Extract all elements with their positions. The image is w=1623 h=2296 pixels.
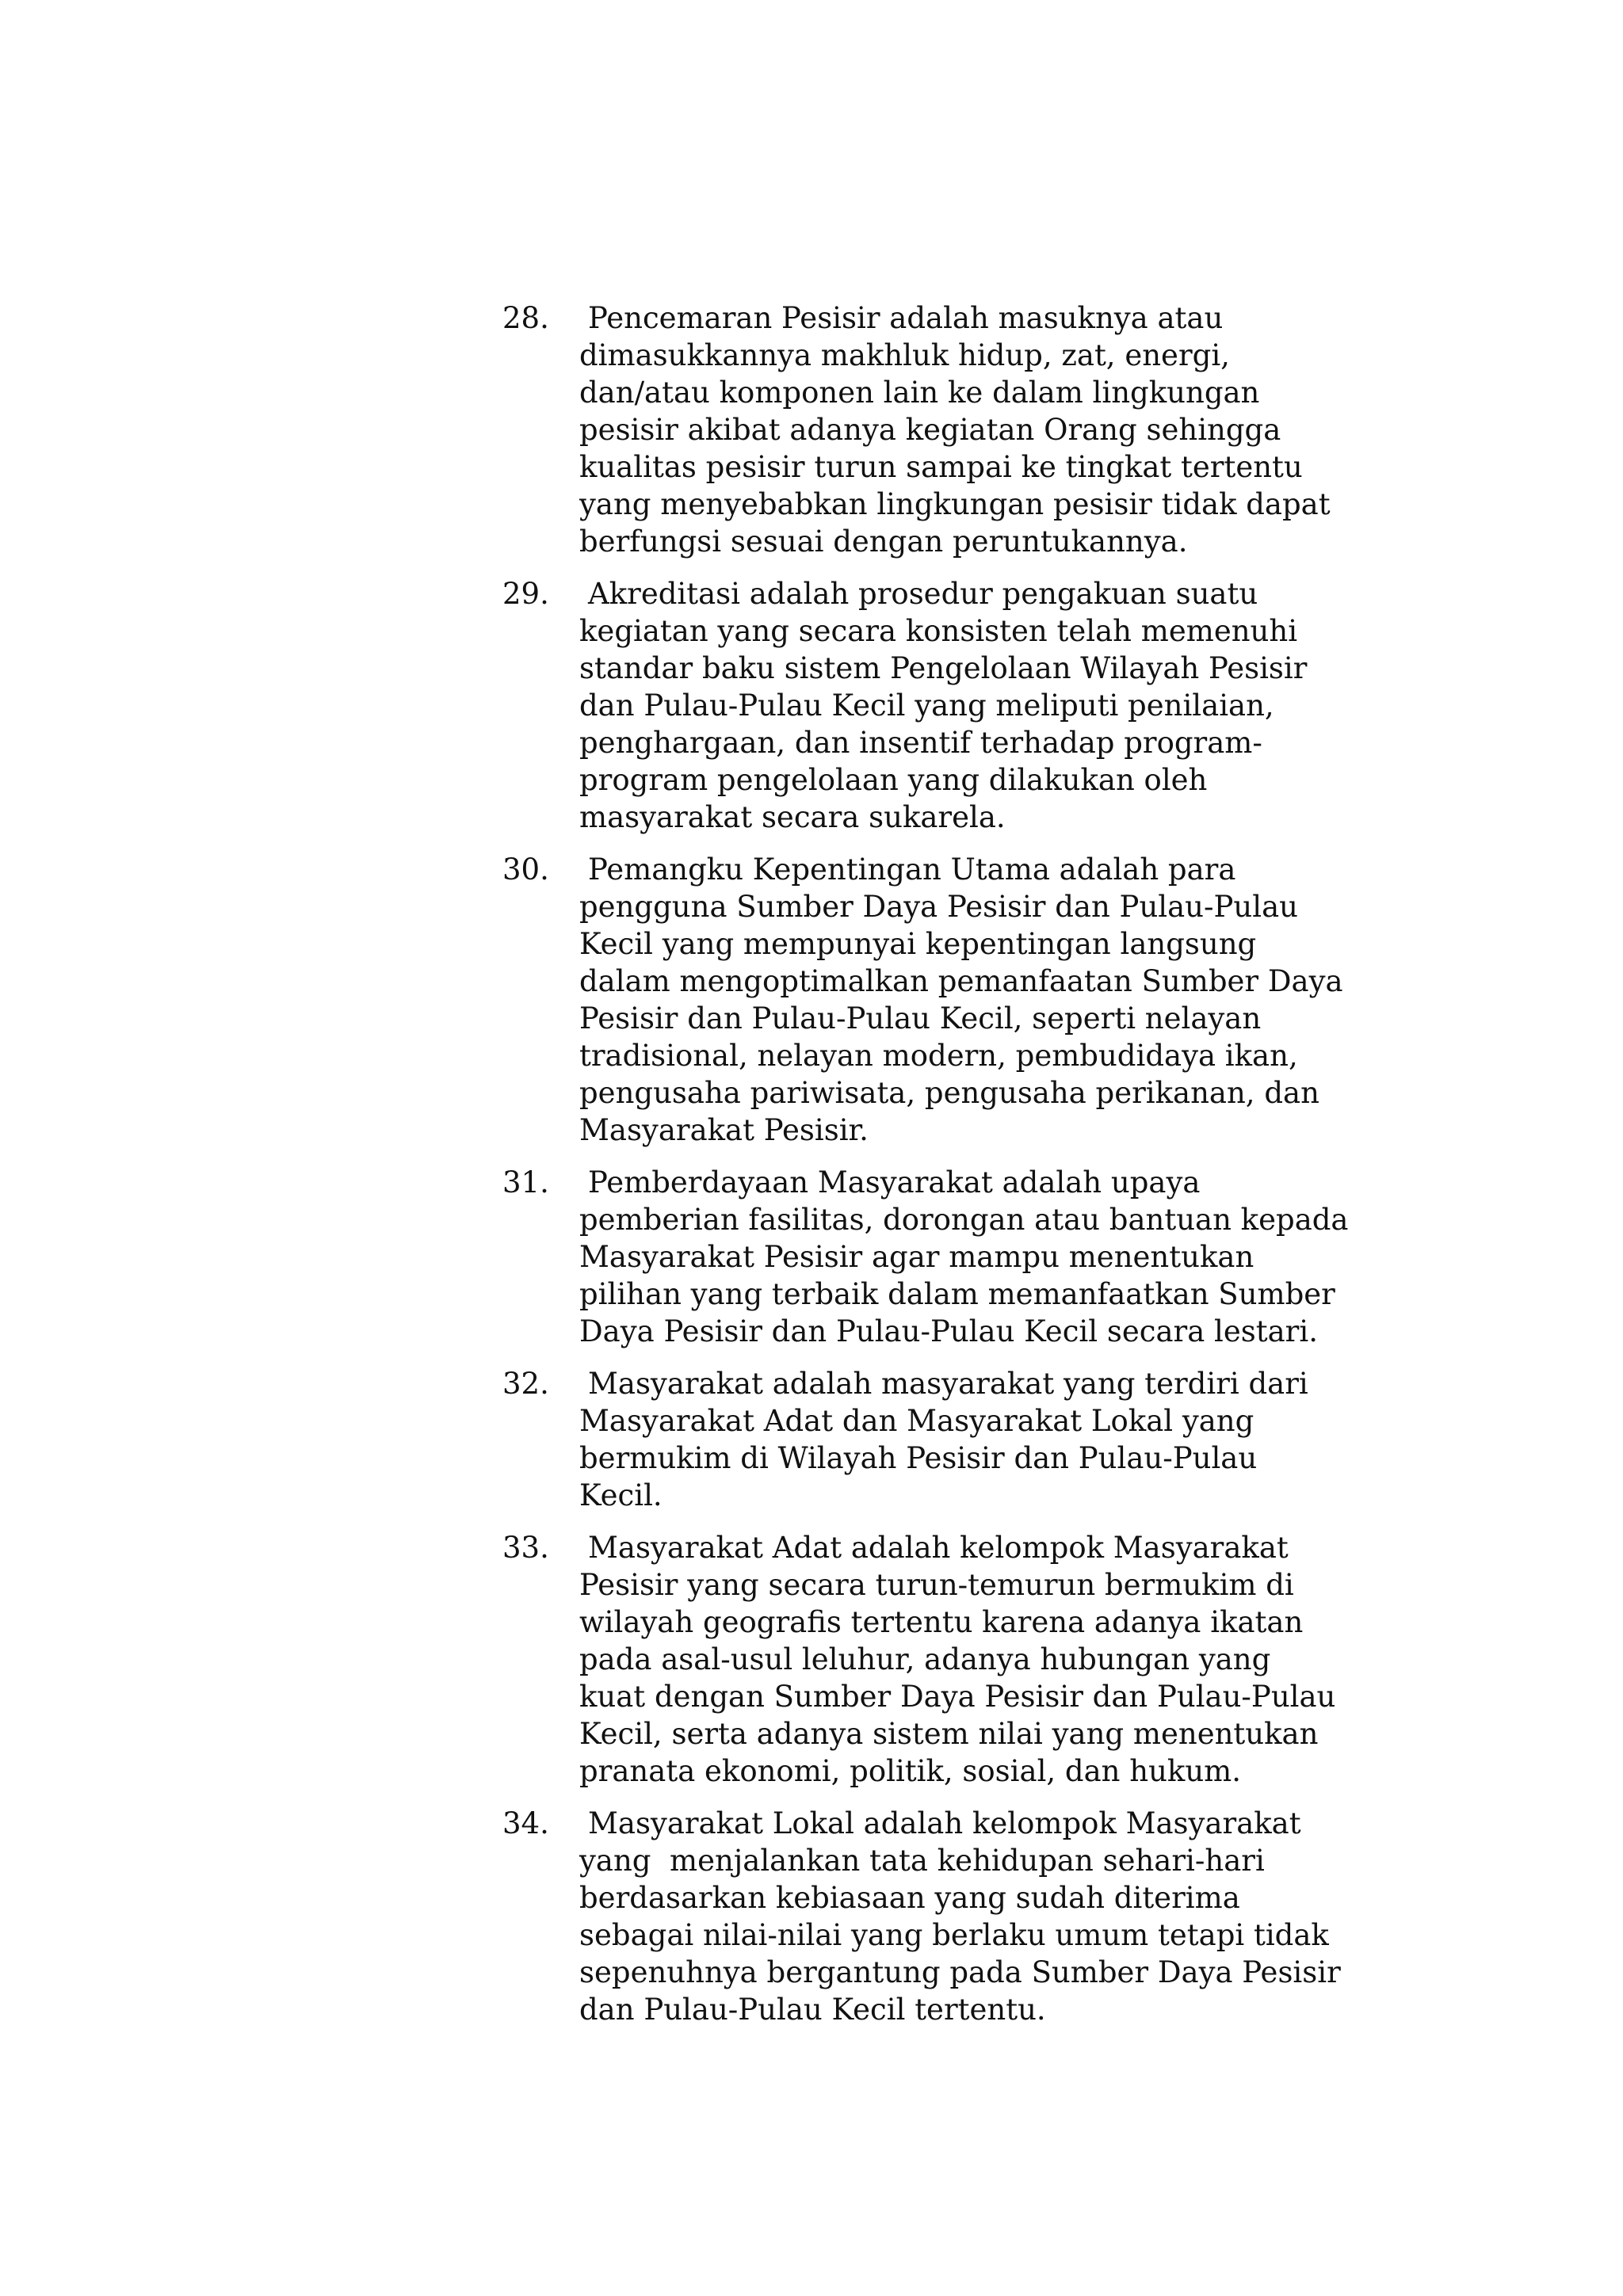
definition-text-line: Masyarakat adalah masyarakat yang terdiri dari <box>588 1367 1308 1401</box>
definition-text-line: kualitas pesisir turun sampai ke tingkat tertentu <box>579 450 1303 484</box>
definition-item <box>502 299 1398 560</box>
definition-text-line: Masyarakat Pesisir agar mampu menentukan <box>579 1240 1254 1274</box>
definition-text-line: sebagai nilai-nilai yang berlaku umum tetapi tidak <box>579 1918 1329 1952</box>
definition-item <box>502 1365 1398 1514</box>
definition-text-line: yang menjalankan tata kehidupan sehari-hari <box>579 1844 1265 1878</box>
definition-text-line: Masyarakat Adat adalah kelompok Masyarakat <box>588 1531 1289 1565</box>
definition-number: 29. <box>502 577 549 611</box>
definition-text-line: program pengelolaan yang dilakukan oleh <box>579 763 1208 797</box>
definition-text-line: berfungsi sesuai dengan peruntukannya. <box>579 524 1188 559</box>
definition-text-line: pengguna Sumber Daya Pesisir dan Pulau-Pulau <box>579 890 1298 924</box>
definition-text <box>579 299 1398 560</box>
definition-text-line: tradisional, nelayan modern, pembudidaya ikan, <box>579 1039 1298 1073</box>
definition-text-line: Pemberdayaan Masyarakat adalah upaya <box>588 1165 1201 1199</box>
definition-text-line: sepenuhnya bergantung pada Sumber Daya Pesisir <box>579 1955 1341 1989</box>
definition-text-line: bermukim di Wilayah Pesisir dan Pulau-Pulau <box>579 1441 1258 1475</box>
definition-text-line: Pencemaran Pesisir adalah masuknya atau <box>588 301 1224 335</box>
definition-text-line: dan Pulau-Pulau Kecil tertentu. <box>579 1993 1046 2027</box>
definition-text-line: Masyarakat Pesisir. <box>579 1113 869 1147</box>
definition-text-line: penghargaan, dan insentif terhadap program- <box>579 726 1262 760</box>
definition-item <box>502 851 1398 1149</box>
definition-text-line: Kecil yang mempunyai kepentingan langsung <box>579 927 1257 961</box>
definition-text <box>579 575 1398 836</box>
definition-text-line: Pesisir dan Pulau-Pulau Kecil, seperti nelayan <box>579 1001 1262 1035</box>
definition-number: 32. <box>502 1367 549 1401</box>
definition-text <box>579 1529 1398 1790</box>
definition-item <box>502 1805 1398 2028</box>
definition-text-line: Kecil, serta adanya sistem nilai yang menentukan <box>579 1717 1319 1751</box>
definition-item <box>502 1164 1398 1350</box>
definition-text <box>579 1365 1398 1514</box>
definition-number: 33. <box>502 1531 549 1565</box>
definition-number: 34. <box>502 1806 549 1840</box>
definition-text-line: pranata ekonomi, politik, sosial, dan hukum. <box>579 1754 1242 1788</box>
definition-text-line: Pemangku Kepentingan Utama adalah para <box>588 852 1236 887</box>
definition-text-line: masyarakat secara sukarela. <box>579 800 1006 834</box>
definition-text-line: kuat dengan Sumber Daya Pesisir dan Pulau-Pulau <box>579 1680 1336 1714</box>
definition-text-line: pada asal-usul leluhur, adanya hubungan yang <box>579 1642 1271 1676</box>
definition-item <box>502 1529 1398 1790</box>
definition-text-line: Masyarakat Lokal adalah kelompok Masyarakat <box>588 1806 1301 1840</box>
definition-text-line: kegiatan yang secara konsisten telah memenuhi <box>579 614 1298 648</box>
definition-number: 31. <box>502 1165 549 1199</box>
definition-text-line: pemberian fasilitas, dorongan atau bantuan kepada <box>579 1203 1349 1237</box>
definition-item <box>502 575 1398 836</box>
definition-list <box>502 299 1398 2043</box>
definition-text-line: Kecil. <box>579 1478 663 1512</box>
definition-number: 30. <box>502 852 549 887</box>
definition-text-line: Akreditasi adalah prosedur pengakuan suatu <box>588 577 1258 611</box>
definition-text <box>579 1805 1398 2028</box>
definition-text-line: pilihan yang terbaik dalam memanfaatkan Sumber <box>579 1277 1335 1311</box>
definition-text-line: pengusaha pariwisata, pengusaha perikanan, dan <box>579 1076 1319 1110</box>
definition-text <box>579 1164 1398 1350</box>
definition-text-line: standar baku sistem Pengelolaan Wilayah Pesisir <box>579 651 1308 685</box>
definition-text-line: dan/atau komponen lain ke dalam lingkungan <box>579 376 1260 410</box>
definition-text-line: dimasukkannya makhluk hidup, zat, energi, <box>579 338 1230 372</box>
definition-text-line: dan Pulau-Pulau Kecil yang meliputi penilaian, <box>579 688 1274 723</box>
definition-text-line: yang menyebabkan lingkungan pesisir tidak dapat <box>579 487 1331 521</box>
definition-text-line: Daya Pesisir dan Pulau-Pulau Kecil secara lestari. <box>579 1314 1318 1348</box>
definition-text-line: Pesisir yang secara turun-temurun bermukim di <box>579 1568 1294 1602</box>
definition-text-line: wilayah geografis tertentu karena adanya ikatan <box>579 1605 1304 1639</box>
definition-text-line: pesisir akibat adanya kegiatan Orang sehingga <box>579 413 1281 447</box>
definition-text-line: berdasarkan kebiasaan yang sudah diterima <box>579 1881 1240 1915</box>
definition-text-line: Masyarakat Adat dan Masyarakat Lokal yang <box>579 1404 1254 1438</box>
definition-text <box>579 851 1398 1149</box>
definition-number: 28. <box>502 301 549 335</box>
definition-text-line: dalam mengoptimalkan pemanfaatan Sumber Daya <box>579 964 1343 998</box>
